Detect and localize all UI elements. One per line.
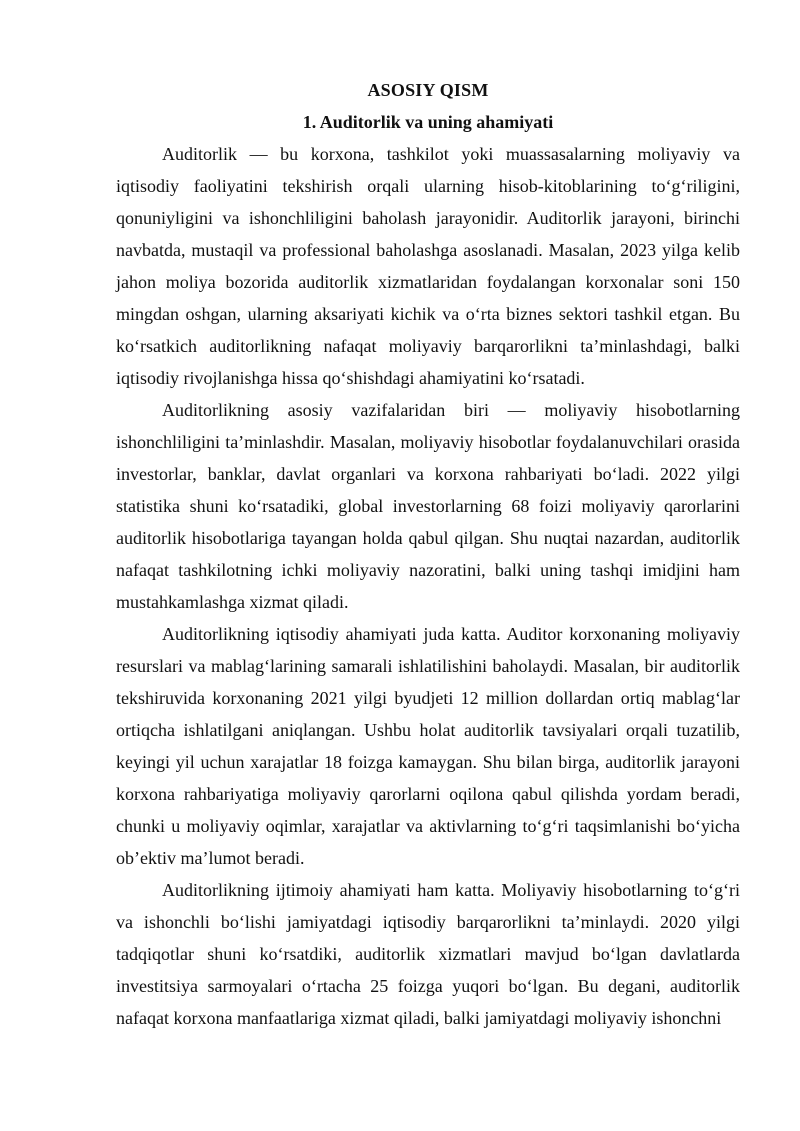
- paragraph-2: Auditorlikning asosiy vazifalaridan biri — moliyaviy hisobotlarning ishonchliligini ta’minlashdir. Masalan, moliyaviy hisobotlar foydalanuvchilari orasida investorlar, banklar, davlat organlari va korxona rahbariyati bo‘ladi. 2022 yilgi statistika shuni ko‘rsatadiki, global investorlarning 68 foizi moliyaviy qarorlarini auditorlik hisobotlariga tayangan holda qabul qilgan. Shu nuqtai nazardan, auditorlik nafaqat tashkilotning ichki moliyaviy nazoratini, balki uning tashqi imidjini ham mustahkamlashga xizmat qiladi.: [116, 400, 740, 612]
- paragraph-3: Auditorlikning iqtisodiy ahamiyati juda katta. Auditor korxonaning moliyaviy resurslari va mablag‘larining samarali ishlatilishini baholaydi. Masalan, bir auditorlik tekshiruvida korxonaning 2021 yilgi byudjeti 12 million dollardan ortiq mablag‘lar ortiqcha ishlatilgani aniqlangan. Ushbu holat auditorlik tavsiyalari orqali tuzatilib, keyingi yil uchun xarajatlar 18 foizga kamaygan. Shu bilan birga, auditorlik jarayoni korxona rahbariyatiga moliyaviy qarorlarni oqilona qabul qilishda yordam beradi, chunki u moliyaviy oqimlar, xarajatlar va aktivlarning to‘g‘ri taqsimlanishi bo‘yicha ob’ektiv ma’lumot beradi.: [116, 624, 740, 868]
- paragraph-1: Auditorlik — bu korxona, tashkilot yoki muassasalarning moliyaviy va iqtisodiy faoliyatini tekshirish orqali ularning hisob-kitoblarining to‘g‘riligini, qonuniyligini va ishonchliligini baholash jarayonidir. Auditorlik jarayoni, birinchi navbatda, mustaqil va professional baholashga asoslanadi. Masalan, 2023 yilga kelib jahon moliya bozorida auditorlik xizmatlaridan foydalangan korxonalar soni 150 mingdan oshgan, ularning aksariyati kichik va o‘rta biznes sektori tashkil etgan. Bu ko‘rsatkich auditorlikning nafaqat moliyaviy barqarorlikni ta’minlashdagi, balki iqtisodiy rivojlanishga hissa qo‘shishdagi ahamiyatini ko‘rsatadi.: [116, 144, 740, 388]
- document-body: [116, 74, 740, 1034]
- paragraph-4: Auditorlikning ijtimoiy ahamiyati ham katta. Moliyaviy hisobotlarning to‘g‘ri va ishonchli bo‘lishi jamiyatdagi iqtisodiy barqarorlikni ta’minlaydi. 2020 yilgi tadqiqotlar shuni ko‘rsatdiki, auditorlik xizmatlari mavjud bo‘lgan davlatlarda investitsiya sarmoyalari o‘rtacha 25 foizga yuqori bo‘lgan. Bu degani, auditorlik nafaqat korxona manfaatlariga xizmat qiladi, balki jamiyatdagi moliyaviy ishonchni: [116, 880, 740, 1028]
- subsection-title: 1. Auditorlik va uning ahamiyati: [302, 112, 554, 132]
- section-title: ASOSIY QISM: [367, 80, 489, 100]
